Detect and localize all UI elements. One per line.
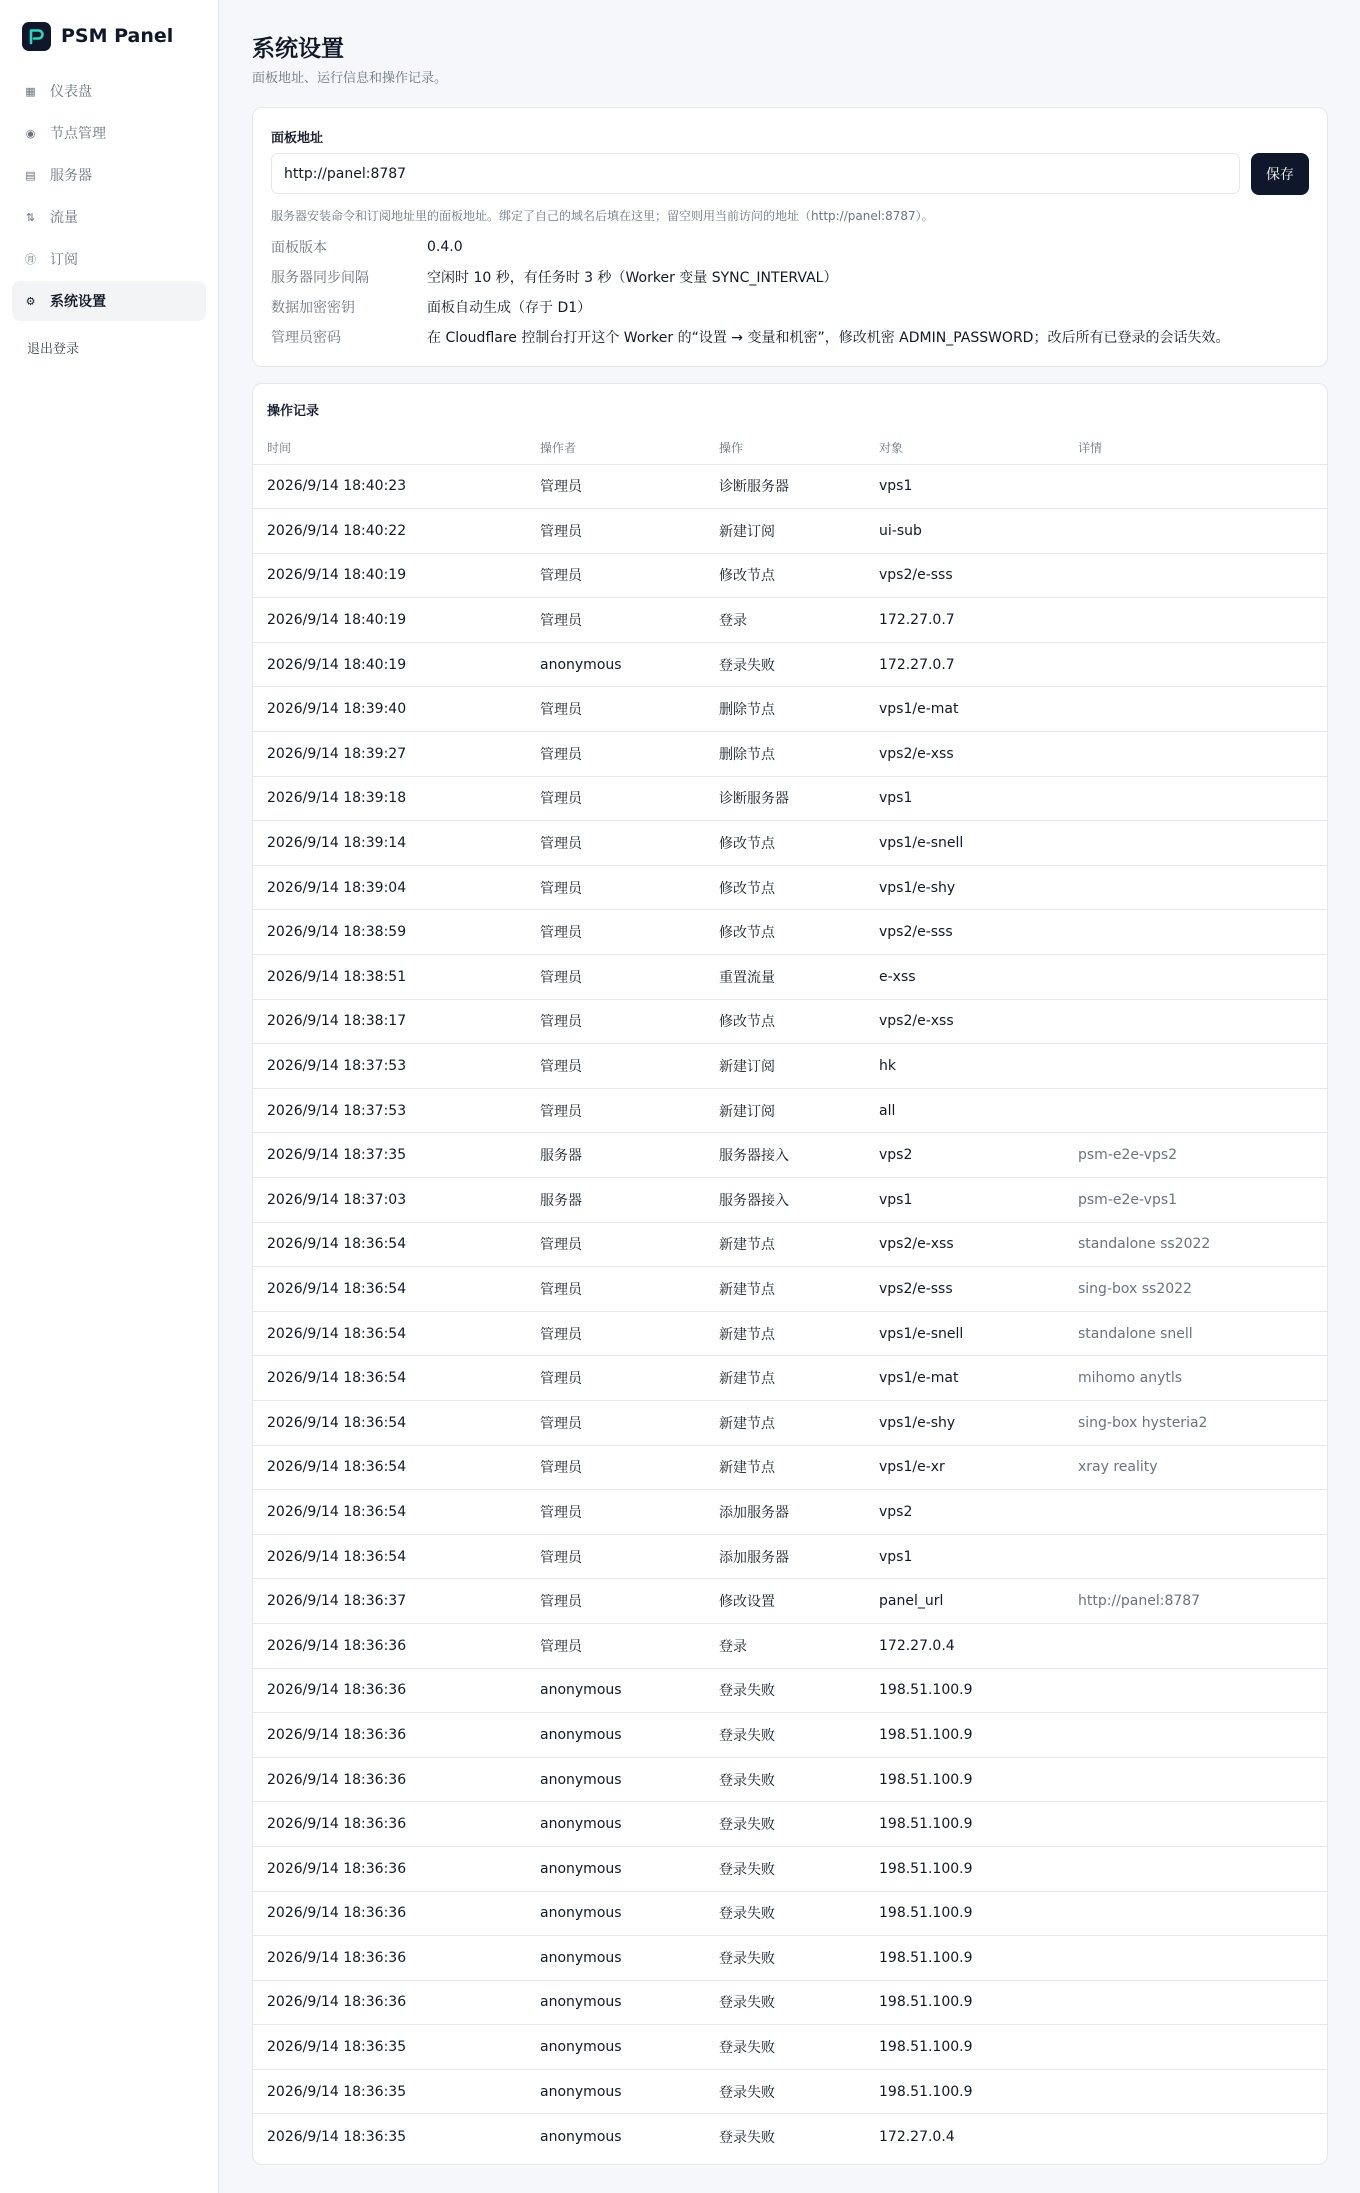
cell-detail: [1064, 598, 1327, 643]
cell-target: 172.27.0.4: [879, 2128, 955, 2145]
cell-operator: anonymous: [526, 1757, 705, 1802]
cell-target: vps2/e-xss: [865, 732, 1064, 777]
info-value: 0.4.0: [427, 239, 463, 255]
table-row: [253, 553, 1327, 598]
cell-detail: [1064, 464, 1327, 509]
cell-action: 登录失败: [705, 1846, 865, 1891]
cell-detail: [1064, 1534, 1327, 1579]
table-row: [253, 1490, 1327, 1535]
cell-action: 登录失败: [705, 2025, 865, 2070]
table-row: [253, 1980, 1327, 2025]
cell-action: 重置流量: [705, 955, 865, 1000]
cell-time: 2026/9/14 18:38:17: [253, 999, 526, 1044]
table-row: [253, 464, 1327, 509]
cell-detail: [1064, 553, 1327, 598]
sidebar-item-settings[interactable]: [12, 281, 206, 321]
info-row-version: [271, 235, 463, 259]
cell-operator: 管理员: [526, 1311, 705, 1356]
table-row: [253, 1133, 1327, 1178]
sidebar-nav: [0, 71, 218, 321]
log-title: 操作记录: [267, 404, 320, 419]
cell-action: 登录失败: [705, 1980, 865, 2025]
cell-action: 修改设置: [705, 1579, 865, 1624]
cell-action: 添加服务器: [705, 1490, 865, 1535]
cell-operator: anonymous: [526, 1846, 705, 1891]
table-row: [253, 732, 1327, 777]
cell-detail: [1064, 1846, 1327, 1891]
cell-action: 修改节点: [705, 553, 865, 598]
sidebar-item-subscriptions[interactable]: [12, 239, 206, 279]
cell-target: 198.51.100.9: [865, 2069, 1064, 2114]
save-button[interactable]: 保存: [1251, 153, 1309, 195]
cell-operator: 管理员: [526, 598, 705, 643]
cell-operator: anonymous: [526, 2025, 705, 2070]
cell-operator: 管理员: [526, 509, 705, 554]
sidebar-item-label: 订阅: [50, 252, 78, 268]
cell-action: 删除节点: [705, 732, 865, 777]
cell-action: 登录失败: [705, 1757, 865, 1802]
sidebar-item-label: 节点管理: [50, 126, 106, 142]
cell-target: ui-sub: [865, 509, 1064, 554]
cell-time: 2026/9/14 18:36:54: [253, 1445, 526, 1490]
cell-target: 198.51.100.9: [865, 1846, 1064, 1891]
cell-detail: [1064, 2025, 1327, 2070]
cell-operator: anonymous: [526, 2069, 705, 2114]
sidebar-item-servers[interactable]: [12, 155, 206, 195]
cell-action: 新建节点: [705, 1267, 865, 1312]
column-header-action: 操作: [705, 432, 865, 464]
cell-detail: xray reality: [1064, 1445, 1327, 1490]
logout-link[interactable]: 退出登录: [27, 342, 80, 357]
cell-action: 登录失败: [705, 642, 865, 687]
cell-action: 新建订阅: [705, 1088, 865, 1133]
table-row: [253, 1400, 1327, 1445]
node-icon: ◉: [25, 126, 36, 140]
table-row: [253, 598, 1327, 643]
cell-target: vps1/e-shy: [865, 1400, 1064, 1445]
cell-detail: [1064, 509, 1327, 554]
cell-target: 172.27.0.4: [865, 1623, 1064, 1668]
cell-detail: psm-e2e-vps1: [1064, 1178, 1327, 1223]
column-header-target: 对象: [865, 432, 1064, 464]
cell-target: 198.51.100.9: [865, 1936, 1064, 1981]
table-row: [253, 1534, 1327, 1579]
cell-target: vps1: [865, 464, 1064, 509]
info-value: 空闲时 10 秒，有任务时 3 秒（Worker 变量 SYNC_INTERVAL）: [427, 270, 838, 286]
cell-time: 2026/9/14 18:40:19: [253, 553, 526, 598]
cell-detail: [1064, 1936, 1327, 1981]
info-label: 面板版本: [271, 240, 327, 256]
cell-detail: [1064, 776, 1327, 821]
cell-time: 2026/9/14 18:36:37: [253, 1579, 526, 1624]
cell-action: 登录失败: [705, 1891, 865, 1936]
cell-action: 新建节点: [705, 1311, 865, 1356]
table-row: [253, 1757, 1327, 1802]
cell-action: 登录失败: [705, 1802, 865, 1847]
cell-time: 2026/9/14 18:38:59: [253, 910, 526, 955]
app-name: PSM Panel: [61, 25, 174, 47]
cell-operator: 管理员: [526, 1623, 705, 1668]
cell-action: 修改节点: [705, 910, 865, 955]
cell-target: vps2/e-sss: [865, 910, 1064, 955]
cell-time: 2026/9/14 18:40:22: [253, 509, 526, 554]
cell-action: 新建节点: [705, 1222, 865, 1267]
cell-time: 2026/9/14 18:36:54: [253, 1534, 526, 1579]
cell-detail: [1064, 1980, 1327, 2025]
table-row: [253, 1936, 1327, 1981]
cell-operator: anonymous: [526, 1891, 705, 1936]
cell-detail: [1064, 2114, 1327, 2159]
cell-time: 2026/9/14 18:36:36: [253, 1846, 526, 1891]
cell-time: 2026/9/14 18:36:35: [253, 2025, 526, 2070]
table-row: [253, 1579, 1327, 1624]
cell-detail: [1064, 1668, 1327, 1713]
table-row: [253, 1713, 1327, 1758]
cell-detail: standalone ss2022: [1064, 1222, 1327, 1267]
info-row-sync-interval: [271, 265, 837, 289]
cell-action: 新建节点: [705, 1445, 865, 1490]
cell-target: vps1/e-mat: [865, 1356, 1064, 1401]
table-header-row: [253, 432, 1327, 464]
logo-icon: [22, 22, 51, 51]
info-value: 面板自动生成（存于 D1）: [427, 300, 592, 316]
table-row: [253, 1044, 1327, 1089]
cell-detail: psm-e2e-vps2: [1064, 1133, 1327, 1178]
cell-time: 2026/9/14 18:40:19: [253, 598, 526, 643]
cell-detail: [1064, 1490, 1327, 1535]
info-row-admin-password: [271, 325, 1229, 349]
cell-time: 2026/9/14 18:36:35: [267, 2128, 407, 2145]
info-row-encryption-key: [271, 295, 591, 319]
cell-operator: 管理员: [526, 910, 705, 955]
cell-detail: sing-box hysteria2: [1064, 1400, 1327, 1445]
cell-action: 修改节点: [705, 865, 865, 910]
cell-target: vps1/e-snell: [865, 821, 1064, 866]
cell-operator: anonymous: [540, 2128, 622, 2145]
cell-target: vps2: [865, 1133, 1064, 1178]
cell-detail: [1064, 865, 1327, 910]
cell-target: 198.51.100.9: [865, 1891, 1064, 1936]
cell-detail: [1064, 642, 1327, 687]
cell-time: 2026/9/14 18:36:36: [253, 1623, 526, 1668]
cell-action: 登录: [705, 1623, 865, 1668]
cell-time: 2026/9/14 18:39:27: [253, 732, 526, 777]
gear-icon: ⚙: [25, 294, 36, 308]
cell-operator: 管理员: [526, 1534, 705, 1579]
panel-url-help: 服务器安装命令和订阅地址里的面板地址。绑定了自己的域名后填在这里；留空则用当前访问的地址（http://panel:8787）。: [271, 209, 934, 223]
cell-target: panel_url: [865, 1579, 1064, 1624]
cell-time: 2026/9/14 18:36:54: [253, 1400, 526, 1445]
table-row: [253, 2069, 1327, 2114]
cell-action: 服务器接入: [705, 1133, 865, 1178]
cell-operator: 管理员: [526, 865, 705, 910]
table-row: [253, 955, 1327, 1000]
cell-time: 2026/9/14 18:36:54: [253, 1222, 526, 1267]
cell-target: vps2/e-sss: [865, 553, 1064, 598]
cell-operator: anonymous: [526, 1936, 705, 1981]
table-row: [253, 865, 1327, 910]
cell-time: 2026/9/14 18:39:04: [253, 865, 526, 910]
table-row: [253, 776, 1327, 821]
page-title: 系统设置: [252, 36, 344, 62]
info-label: 服务器同步间隔: [271, 270, 369, 286]
cell-operator: anonymous: [526, 1980, 705, 2025]
cell-target: 198.51.100.9: [865, 1757, 1064, 1802]
cell-detail: [1064, 910, 1327, 955]
table-row: [253, 1846, 1327, 1891]
column-header-time: 时间: [253, 432, 526, 464]
cell-operator: 管理员: [526, 732, 705, 777]
sidebar-item-label: 流量: [50, 210, 78, 226]
cell-action: 删除节点: [705, 687, 865, 732]
cell-target: hk: [865, 1044, 1064, 1089]
cell-time: 2026/9/14 18:36:36: [253, 1668, 526, 1713]
cell-target: vps2/e-xss: [865, 1222, 1064, 1267]
cell-action: 服务器接入: [705, 1178, 865, 1223]
info-label: 数据加密密钥: [271, 300, 355, 316]
cell-target: vps2/e-sss: [865, 1267, 1064, 1312]
cell-operator: anonymous: [526, 1802, 705, 1847]
operation-log-table: [253, 432, 1327, 2159]
cell-target: vps1: [865, 1178, 1064, 1223]
cell-operator: anonymous: [526, 1713, 705, 1758]
cell-time: 2026/9/14 18:36:36: [253, 1980, 526, 2025]
cell-action: 新建订阅: [705, 509, 865, 554]
cell-time: 2026/9/14 18:36:36: [253, 1891, 526, 1936]
operation-log-card: [252, 383, 1328, 2165]
cell-detail: [1064, 1623, 1327, 1668]
cell-action: 登录失败: [705, 1668, 865, 1713]
cell-action: 登录失败: [705, 2069, 865, 2114]
cell-action: 登录: [705, 598, 865, 643]
cell-time: 2026/9/14 18:38:51: [253, 955, 526, 1000]
sidebar-item-nodes[interactable]: [12, 113, 206, 153]
cell-action: 新建节点: [705, 1356, 865, 1401]
cell-action: 新建节点: [705, 1400, 865, 1445]
table-row: [253, 1222, 1327, 1267]
table-row: [253, 1088, 1327, 1133]
cell-detail: sing-box ss2022: [1064, 1267, 1327, 1312]
cell-detail: [1064, 821, 1327, 866]
cell-action: 登录失败: [705, 1713, 865, 1758]
sidebar-item-label: 服务器: [50, 168, 92, 184]
panel-url-label: 面板地址: [271, 131, 324, 146]
page-subtitle: 面板地址、运行信息和操作记录。: [252, 71, 448, 86]
cell-operator: anonymous: [526, 642, 705, 687]
cell-detail: [1064, 955, 1327, 1000]
table-row: [253, 1802, 1327, 1847]
cell-detail: http://panel:8787: [1064, 1579, 1327, 1624]
cell-time: 2026/9/14 18:36:35: [253, 2069, 526, 2114]
cell-operator: 管理员: [526, 464, 705, 509]
column-header-operator: 操作者: [526, 432, 705, 464]
cell-detail: [1064, 1757, 1327, 1802]
table-body: [253, 464, 1327, 2159]
table-row: [253, 910, 1327, 955]
cell-operator: 服务器: [526, 1178, 705, 1223]
cell-time: 2026/9/14 18:36:36: [253, 1802, 526, 1847]
table-row: [253, 1445, 1327, 1490]
cell-operator: 管理员: [526, 821, 705, 866]
cell-target: vps1: [865, 776, 1064, 821]
cell-detail: [1064, 687, 1327, 732]
table-row: [253, 1356, 1327, 1401]
server-icon: ▤: [25, 168, 36, 182]
cell-target: e-xss: [865, 955, 1064, 1000]
cell-time: 2026/9/14 18:36:54: [253, 1356, 526, 1401]
cell-operator: 管理员: [526, 1267, 705, 1312]
cell-target: vps1/e-shy: [865, 865, 1064, 910]
cell-detail: standalone snell: [1064, 1311, 1327, 1356]
cell-target: vps1/e-snell: [865, 1311, 1064, 1356]
cell-detail: [1064, 1044, 1327, 1089]
cell-action: 登录失败: [719, 2129, 775, 2146]
info-label: 管理员密码: [271, 330, 341, 346]
table-row: [253, 509, 1327, 554]
cell-target: vps1/e-mat: [865, 687, 1064, 732]
cell-detail: [1064, 1802, 1327, 1847]
cell-action: 登录失败: [705, 1936, 865, 1981]
cell-target: vps2: [865, 1490, 1064, 1535]
cell-time: 2026/9/14 18:36:54: [253, 1490, 526, 1535]
table-row: [253, 1623, 1327, 1668]
cell-action: 诊断服务器: [705, 464, 865, 509]
subscription-icon: ㊊: [25, 253, 36, 266]
cell-operator: 管理员: [526, 1400, 705, 1445]
cell-action: 添加服务器: [705, 1534, 865, 1579]
cell-operator: 管理员: [526, 1445, 705, 1490]
cell-target: 198.51.100.9: [865, 1668, 1064, 1713]
cell-operator: 管理员: [526, 687, 705, 732]
dashboard-icon: ▦: [25, 84, 36, 98]
cell-detail: mihomo anytls: [1064, 1356, 1327, 1401]
table-row: [253, 1668, 1327, 1713]
cell-detail: [1064, 999, 1327, 1044]
cell-time: 2026/9/14 18:39:14: [253, 821, 526, 866]
cell-time: 2026/9/14 18:40:23: [253, 464, 526, 509]
cell-target: vps1: [865, 1534, 1064, 1579]
cell-operator: 管理员: [526, 776, 705, 821]
table-row: [253, 2114, 1327, 2159]
cell-operator: 服务器: [526, 1133, 705, 1178]
cell-detail: [1064, 1088, 1327, 1133]
sidebar-item-label: 仪表盘: [50, 84, 92, 100]
traffic-icon: ⇅: [25, 210, 36, 224]
cell-time: 2026/9/14 18:39:40: [253, 687, 526, 732]
cell-operator: 管理员: [526, 1490, 705, 1535]
cell-time: 2026/9/14 18:39:18: [253, 776, 526, 821]
cell-time: 2026/9/14 18:37:35: [253, 1133, 526, 1178]
table-row: [253, 2025, 1327, 2070]
cell-detail: [1064, 1891, 1327, 1936]
cell-time: 2026/9/14 18:36:36: [253, 1713, 526, 1758]
cell-time: 2026/9/14 18:36:36: [253, 1936, 526, 1981]
cell-action: 修改节点: [705, 999, 865, 1044]
cell-target: 198.51.100.9: [865, 2025, 1064, 2070]
cell-action: 诊断服务器: [705, 776, 865, 821]
cell-operator: 管理员: [526, 1088, 705, 1133]
cell-detail: [1064, 1713, 1327, 1758]
cell-time: 2026/9/14 18:37:03: [253, 1178, 526, 1223]
cell-operator: 管理员: [526, 1356, 705, 1401]
cell-target: vps2/e-xss: [865, 999, 1064, 1044]
cell-time: 2026/9/14 18:36:54: [253, 1267, 526, 1312]
cell-time: 2026/9/14 18:36:36: [253, 1757, 526, 1802]
cell-action: 新建订阅: [705, 1044, 865, 1089]
cell-action: 修改节点: [705, 821, 865, 866]
sidebar-item-label: 系统设置: [50, 294, 106, 310]
cell-time: 2026/9/14 18:37:53: [253, 1088, 526, 1133]
table-row: [253, 1178, 1327, 1223]
cell-operator: 管理员: [526, 1579, 705, 1624]
cell-detail: [1064, 732, 1327, 777]
cell-detail: [1064, 2069, 1327, 2114]
table-row: [253, 642, 1327, 687]
cell-time: 2026/9/14 18:36:54: [253, 1311, 526, 1356]
cell-target: 198.51.100.9: [865, 1802, 1064, 1847]
info-value: 在 Cloudflare 控制台打开这个 Worker 的“设置 → 变量和机密”，修改机密 ADMIN_PASSWORD；改后所有已登录的会话失效。: [427, 330, 1230, 346]
cell-target: 172.27.0.7: [865, 642, 1064, 687]
cell-operator: 管理员: [526, 553, 705, 598]
column-header-detail: 详情: [1064, 432, 1327, 464]
table-row: [253, 821, 1327, 866]
cell-target: all: [865, 1088, 1064, 1133]
cell-target: 198.51.100.9: [865, 1980, 1064, 2025]
cell-target: 198.51.100.9: [865, 1713, 1064, 1758]
settings-card: [252, 107, 1328, 367]
cell-operator: 管理员: [526, 1222, 705, 1267]
table-row: [253, 687, 1327, 732]
brand[interactable]: [22, 18, 218, 54]
sidebar: [0, 0, 219, 2193]
cell-operator: anonymous: [526, 1668, 705, 1713]
table-row: [253, 1891, 1327, 1936]
sidebar-item-traffic[interactable]: [12, 197, 206, 237]
cell-operator: 管理员: [526, 955, 705, 1000]
table-row: [253, 999, 1327, 1044]
cell-operator: 管理员: [526, 999, 705, 1044]
table-row: [253, 1267, 1327, 1312]
cell-operator: 管理员: [526, 1044, 705, 1089]
cell-time: 2026/9/14 18:37:53: [253, 1044, 526, 1089]
cell-time: 2026/9/14 18:40:19: [253, 642, 526, 687]
table-row: [253, 1311, 1327, 1356]
sidebar-item-dashboard[interactable]: [12, 71, 206, 111]
cell-target: vps1/e-xr: [865, 1445, 1064, 1490]
cell-target: 172.27.0.7: [865, 598, 1064, 643]
panel-url-input[interactable]: [271, 153, 1240, 194]
